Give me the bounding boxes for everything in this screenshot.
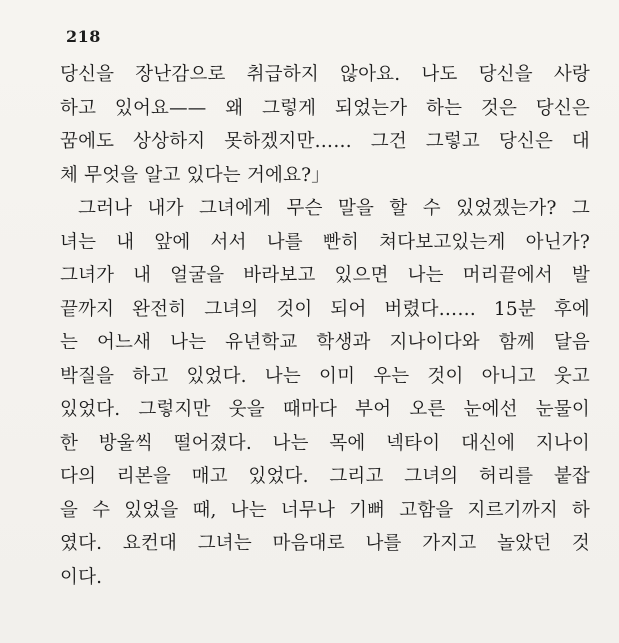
text-line: 한 방울씩 떨어졌다. 나는 목에 넥타이 대신에 지나이 (60, 432, 590, 454)
text-line: 꿈에도 상상하지 못하겠지만…… 그건 그렇고 당신은 대 (60, 131, 590, 152)
text-line: 는 어느새 나는 유년학교 학생과 지나이다와 함께 달음 (60, 332, 590, 353)
text-line: 다의 리본을 매고 있었다. 그리고 그녀의 허리를 붙잡 (60, 466, 590, 487)
body-text (60, 58, 590, 594)
text-line: 체 무엇을 알고 있다는 거에요?」 (60, 164, 330, 186)
text-line: 있었다. 그렇지만 웃을 때마다 부어 오른 눈에선 눈물이 (60, 399, 590, 420)
text-line: 그러나 내가 그녀에게 무슨 말을 할 수 있었겠는가? 그 (78, 198, 590, 219)
text-line: 당신을 장난감으로 취급하지 않아요. 나도 당신을 사랑 (60, 64, 590, 85)
page-number: 218 (66, 27, 101, 46)
text-line: 그녀가 내 얼굴을 바라보고 있으면 나는 머리끝에서 발 (60, 265, 590, 286)
text-line: 이다. (60, 566, 103, 588)
text-line: 박질을 하고 있었다. 나는 이미 우는 것이 아니고 웃고 (60, 365, 590, 387)
text-line: 하고 있어요—— 왜 그렇게 되었는가 하는 것은 당신은 (60, 97, 590, 119)
text-line: 녀는 내 앞에 서서 나를 빤히 쳐다보고있는게 아닌가? (60, 231, 590, 253)
text-line: 였다. 요컨대 그녀는 마음대로 나를 가지고 놀았던 것 (60, 533, 590, 554)
paragraph-1 (60, 58, 590, 192)
text-line: 끝까지 완전히 그녀의 것이 되어 버렸다…… 15분 후에 (60, 298, 590, 320)
text-line: 을 수 있었을 때, 나는 너무나 기뻐 고함을 지르기까지 하 (60, 499, 590, 521)
paragraph-2 (60, 192, 590, 594)
